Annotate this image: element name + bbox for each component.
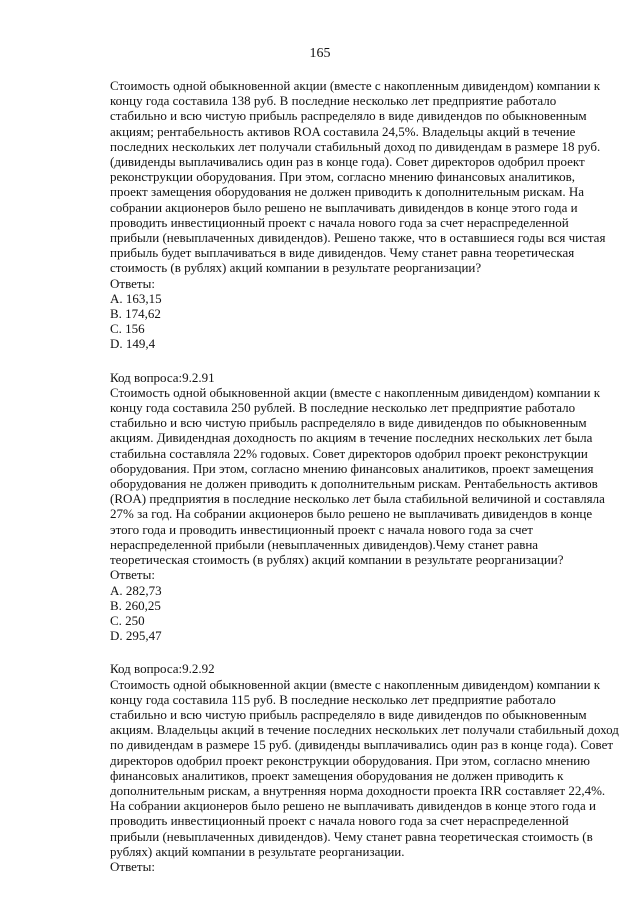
question-text-line: директоров одобрил проект реконструкции оборудования. При этом, согласно мнению [110, 752, 590, 768]
question-text-line: дополнительным рискам, а внутренняя норма доходности проекта IRR составляет 22,4%. [110, 782, 606, 798]
question-block [110, 78, 610, 352]
question-text-line: по дивидендам в размере 15 руб. (дивиденды выплачивались один раз в конце года). Совет [110, 737, 614, 753]
question-block [110, 661, 619, 874]
question-text-line: акциям. Дивидендная доходность по акциям в течение последних нескольких лет была [110, 430, 593, 446]
question-text-line: (дивиденды выплачивались один раз в конце года). Совет директоров одобрил проект [110, 154, 585, 170]
answer-option: D. 295,47 [110, 628, 162, 644]
question-text-line: акциям; рентабельность активов ROA составила 24,5%. Владельцы акций в течение [110, 123, 576, 139]
answer-option: C. 156 [110, 321, 145, 337]
question-text-line: Стоимость одной обыкновенной акции (вместе с накопленным дивидендом) компании к [110, 676, 601, 692]
question-text-line: теоретическая стоимость (в рублях) акций компании в результате реорганизации? [110, 552, 564, 568]
question-text-line: нераспределенной прибыли (невыплаченных дивидендов).Чему станет равна [110, 536, 539, 552]
answers-label: Ответы: [110, 567, 155, 583]
question-text-line: реконструкции оборудования. При этом, согласно мнению финансовых аналитиков, [110, 169, 575, 185]
question-text-line: стабильно и всю чистую прибыль распределяло в виде дивидендов по обыкновенным [110, 108, 587, 124]
question-text-line: (ROA) предприятия в последние несколько лет была стабильной величиной и составляла [110, 491, 605, 507]
question-text-line: проект замещения оборудования не должен приводить к дополнительным рискам. На [110, 184, 585, 200]
question-text-line: проводить инвестиционный проект с начала нового года за счет нераспределенной [110, 813, 569, 829]
page-number: 165 [309, 46, 331, 61]
answer-option: B. 260,25 [110, 597, 161, 613]
question-text-line: прибыль будет выплачиваться в виде дивидендов. Чему станет равна теоретическая [110, 245, 575, 261]
question-text-line: стоимость (в рублях) акций компании в результате реорганизации? [110, 260, 482, 276]
document-body [110, 78, 619, 874]
question-text-line: собрании акционеров было решено не выплачивать дивидендов в конце этого года и [110, 199, 578, 215]
answers-label: Ответы: [110, 858, 155, 874]
question-text-line: концу года составила 138 руб. В последние несколько лет предприятие работало [110, 93, 557, 109]
answer-option: A. 163,15 [110, 290, 162, 306]
question-text-line: концу года составила 250 рублей. В последние несколько лет предприятие работало [110, 400, 576, 416]
question-text-line: стабильна составляла 22% годовых. Совет директоров одобрил проект реконструкции [110, 445, 588, 461]
question-text-line: прибыли (невыплаченных дивидендов). Чему станет равна теоретическая стоимость (в [110, 828, 593, 844]
answers-label: Ответы: [110, 275, 155, 291]
question-text-line: последних нескольких лет получали стабильный доход по дивидендам в размере 18 руб. [110, 138, 601, 154]
question-text-line: На собрании акционеров было решено не выплачивать дивидендов в конце этого года и [110, 798, 597, 814]
question-text-line: стабильно и всю чистую прибыль распределяло в виде дивидендов по обыкновенным [110, 415, 587, 431]
question-text-line: 27% за год. На собрании акционеров было решено не выплачивать дивидендов в конце [110, 506, 593, 522]
question-text-line: финансовых аналитиков, проект замещения оборудования не должен приводить к [110, 767, 564, 783]
answer-option: C. 250 [110, 612, 145, 628]
question-text-line: оборудования не должен приводить к дополнительным рискам. Рентабельность активов [110, 476, 598, 492]
question-text-line: прибыли (невыплаченных дивидендов). Решено также, что в оставшиеся годы вся чистая [110, 230, 606, 246]
question-text-line: концу года составила 115 руб. В последние несколько лет предприятие работало [110, 691, 556, 707]
answer-option: A. 282,73 [110, 582, 162, 598]
question-block [110, 370, 610, 644]
question-text-line: проводить инвестиционный проект с начала нового года за счет нераспределенной [110, 214, 569, 230]
answer-option: D. 149,4 [110, 336, 156, 352]
question-text-line: акциям. Владельцы акций в течение последних нескольких лет получали стабильный доход [110, 722, 619, 738]
answer-option: B. 174,62 [110, 306, 161, 322]
question-text-line: Стоимость одной обыкновенной акции (вместе с накопленным дивидендом) компании к [110, 384, 601, 400]
question-text-line: рублях) акций компании в результате реорганизации. [110, 843, 405, 859]
question-text-line: этого года и проводить инвестиционный проект с начала нового года за счет [110, 521, 533, 537]
question-text-line: стабильно и всю чистую прибыль распределяло в виде дивидендов по обыкновенным [110, 706, 587, 722]
question-text-line: оборудования. При этом, согласно мнению финансовых аналитиков, проект замещения [110, 460, 594, 476]
question-code: Код вопроса:9.2.91 [110, 369, 215, 385]
question-code: Код вопроса:9.2.92 [110, 661, 215, 677]
question-text-line: Стоимость одной обыкновенной акции (вместе с накопленным дивидендом) компании к [110, 78, 601, 93]
